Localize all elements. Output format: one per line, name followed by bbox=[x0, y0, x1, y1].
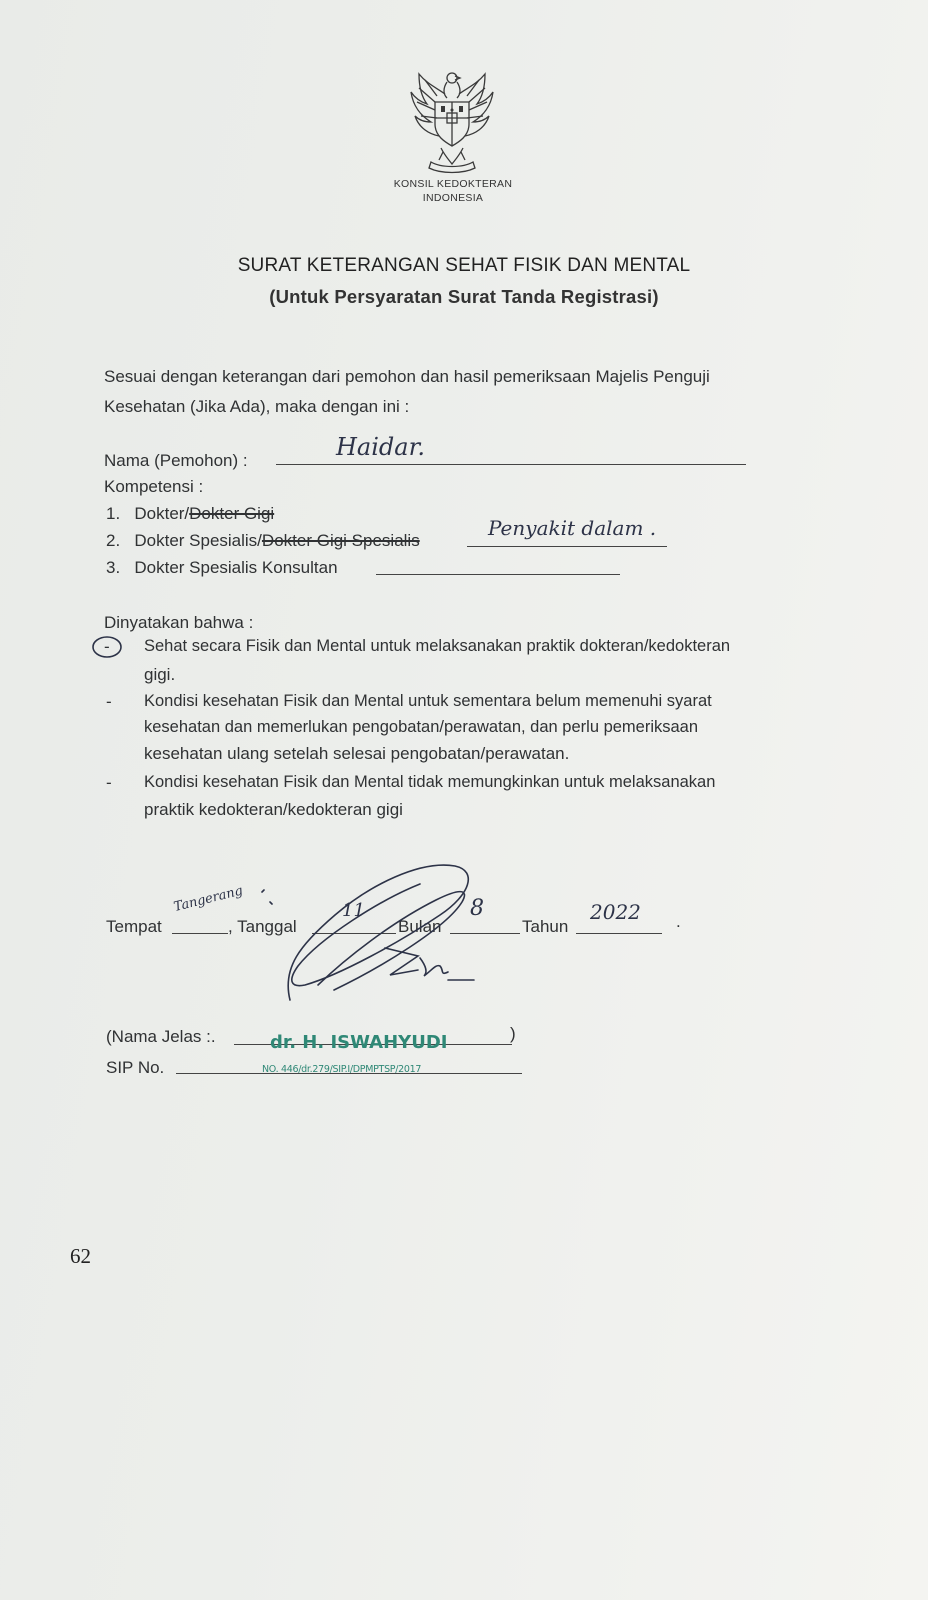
date-label: , Tanggal bbox=[228, 917, 297, 936]
date-handwritten-value: 11 bbox=[342, 900, 365, 921]
page-number: 62 bbox=[70, 1244, 91, 1268]
competency-number: 3. bbox=[106, 558, 121, 577]
competency-struck-text: Dokter Gigi Spesialis bbox=[261, 531, 420, 550]
org-name-line1: KONSIL KEDOKTERAN bbox=[393, 178, 513, 190]
intro-line-1: Sesuai dengan keterangan dari pemohon dan hasil pemeriksaan Majelis Penguji bbox=[104, 367, 710, 386]
name-underline bbox=[276, 464, 746, 465]
competency-item-3 bbox=[106, 558, 338, 578]
option-3-marker: - bbox=[106, 773, 112, 792]
name-label: Nama (Pemohon) : bbox=[104, 451, 248, 470]
year-label: Tahun bbox=[522, 917, 569, 936]
year-handwritten-value: 2022 bbox=[590, 900, 641, 924]
date-underline bbox=[312, 933, 396, 934]
place-label: Tempat bbox=[106, 917, 162, 936]
competency-item-1 bbox=[106, 504, 274, 524]
place-underline bbox=[172, 933, 228, 934]
competency-text: Dokter Spesialis Konsultan bbox=[134, 558, 338, 577]
date-trailing-mark: . bbox=[676, 912, 681, 931]
option-selected-circle-icon bbox=[90, 632, 124, 662]
competency-text: Dokter Spesialis/ bbox=[134, 531, 262, 550]
option-2-line-1: Kondisi kesehatan Fisik dan Mental untuk sementara belum memenuhi syarat bbox=[144, 692, 712, 710]
sip-number-stamp: NO. 446/dr.279/SIP.I/DPMPTSP/2017 bbox=[262, 1064, 422, 1075]
intro-line-2: Kesehatan (Jika Ada), maka dengan ini : bbox=[104, 397, 410, 416]
competency-label: Kompetensi : bbox=[104, 477, 204, 496]
document-subtitle: (Untuk Persyaratan Surat Tanda Registrasi) bbox=[269, 286, 659, 307]
document-title: SURAT KETERANGAN SEHAT FISIK DAN MENTAL bbox=[237, 255, 691, 276]
option-2-line-3: kesehatan ulang setelah selesai pengobatan/perawatan. bbox=[144, 744, 570, 763]
competency-text: Dokter/ bbox=[134, 504, 190, 523]
month-underline bbox=[450, 933, 520, 934]
option-1-line-1: Sehat secara Fisik dan Mental untuk melaksanakan praktik dokteran/kedokteran bbox=[144, 637, 731, 655]
statement-label: Dinyatakan bahwa : bbox=[104, 613, 254, 632]
month-label: Bulan bbox=[398, 917, 442, 936]
option-2-line-2: kesehatan dan memerlukan pengobatan/perawatan, dan perlu pemeriksaan bbox=[144, 718, 699, 736]
specialist-underline bbox=[467, 546, 667, 547]
org-name-line2: INDONESIA bbox=[422, 192, 484, 204]
option-2-marker: - bbox=[106, 692, 112, 711]
name-handwritten-value: Haidar. bbox=[336, 433, 426, 461]
specialist-handwritten-value: Penyakit dalam . bbox=[488, 516, 657, 540]
month-handwritten-value: 8 bbox=[470, 896, 484, 921]
competency-number: 1. bbox=[106, 504, 121, 523]
year-underline bbox=[576, 933, 662, 934]
competency-item-2 bbox=[106, 531, 420, 551]
clear-name-closing: ) bbox=[510, 1024, 516, 1043]
option-3-line-2: praktik kedokteran/kedokteran gigi bbox=[144, 800, 403, 819]
competency-struck-text: Dokter Gigi bbox=[189, 504, 275, 523]
option-1-marker: - bbox=[104, 637, 110, 656]
option-1-line-2: gigi. bbox=[144, 665, 176, 684]
clear-name-label: (Nama Jelas :. bbox=[106, 1027, 216, 1046]
place-handwritten-value: Tangerang bbox=[172, 883, 245, 915]
consultant-underline bbox=[376, 574, 620, 575]
garuda-emblem-icon bbox=[397, 66, 507, 176]
sip-label: SIP No. bbox=[106, 1058, 165, 1077]
option-3-line-1: Kondisi kesehatan Fisik dan Mental tidak memungkinkan untuk melaksanakan bbox=[144, 773, 716, 791]
competency-number: 2. bbox=[106, 531, 121, 550]
doctor-name-stamp: dr. H. ISWAHYUDI bbox=[270, 1032, 448, 1053]
